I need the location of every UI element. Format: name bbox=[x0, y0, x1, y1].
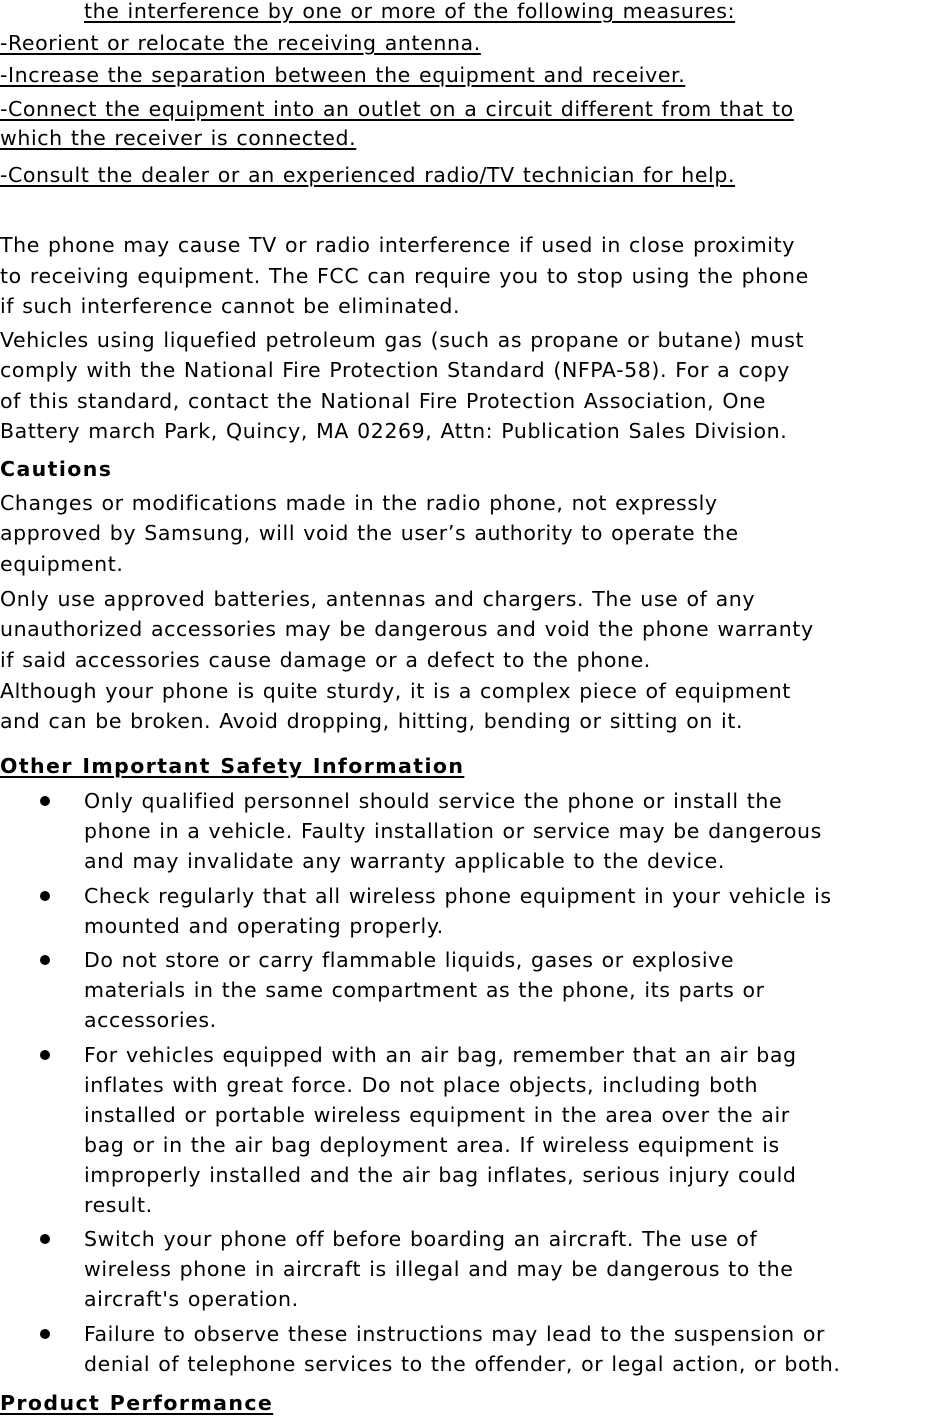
measure-item: -Increase the separation between the equipment and receiver. bbox=[0, 63, 686, 87]
paragraph-line: The phone may cause TV or radio interference if used in close proximity bbox=[0, 233, 795, 257]
paragraph-line: and can be broken. Avoid dropping, hitting, bending or sitting on it. bbox=[0, 709, 744, 733]
bullet-icon bbox=[40, 1050, 50, 1060]
bullet-line: Switch your phone off before boarding an aircraft. The use of bbox=[84, 1227, 758, 1251]
paragraph-line: Only use approved batteries, antennas and chargers. The use of any bbox=[0, 587, 756, 611]
paragraph-line: Although your phone is quite sturdy, it is a complex piece of equipment bbox=[0, 679, 791, 703]
paragraph-line: if said accessories cause damage or a defect to the phone. bbox=[0, 648, 651, 672]
paragraph-line: to receiving equipment. The FCC can require you to stop using the phone bbox=[0, 264, 809, 288]
cautions-heading: Cautions bbox=[0, 457, 113, 481]
product-performance-heading: Product Performance bbox=[0, 1391, 274, 1415]
bullet-line: materials in the same compartment as the phone, its parts or bbox=[84, 978, 765, 1002]
paragraph-line: of this standard, contact the National Fire Protection Association, One bbox=[0, 389, 766, 413]
measure-item: -Reorient or relocate the receiving antenna. bbox=[0, 31, 481, 55]
paragraph-line: Battery march Park, Quincy, MA 02269, Attn: Publication Sales Division. bbox=[0, 419, 788, 443]
paragraph-line: comply with the National Fire Protection Standard (NFPA-58). For a copy bbox=[0, 358, 790, 382]
bullet-line: denial of telephone services to the offender, or legal action, or both. bbox=[84, 1352, 841, 1376]
bullet-icon bbox=[40, 796, 50, 806]
paragraph-line: Vehicles using liquefied petroleum gas (such as propane or butane) must bbox=[0, 328, 805, 352]
bullet-line: improperly installed and the air bag inflates, serious injury could bbox=[84, 1163, 797, 1187]
bullet-icon bbox=[40, 891, 50, 901]
bullet-line: and may invalidate any warranty applicable to the device. bbox=[84, 849, 726, 873]
measure-item: which the receiver is connected. bbox=[0, 126, 357, 150]
paragraph-line: unauthorized accessories may be dangerous and void the phone warranty bbox=[0, 617, 814, 641]
paragraph-line: Changes or modifications made in the radio phone, not expressly bbox=[0, 491, 718, 515]
paragraph-line: if such interference cannot be eliminated. bbox=[0, 294, 461, 318]
bullet-line: result. bbox=[84, 1193, 153, 1217]
measure-item: -Consult the dealer or an experienced radio/TV technician for help. bbox=[0, 163, 736, 187]
safety-heading: Other Important Safety Information bbox=[0, 754, 465, 778]
bullet-line: Only qualified personnel should service the phone or install the bbox=[84, 789, 783, 813]
paragraph-line: approved by Samsung, will void the user’s authority to operate the bbox=[0, 521, 739, 545]
bullet-icon bbox=[40, 955, 50, 965]
paragraph-line: equipment. bbox=[0, 552, 124, 576]
bullet-line: Failure to observe these instructions may lead to the suspension or bbox=[84, 1322, 826, 1346]
bullet-line: inflates with great force. Do not place objects, including both bbox=[84, 1073, 759, 1097]
bullet-line: phone in a vehicle. Faulty installation or service may be dangerous bbox=[84, 819, 822, 843]
bullet-line: For vehicles equipped with an air bag, remember that an air bag bbox=[84, 1043, 797, 1067]
bullet-icon bbox=[40, 1329, 50, 1339]
bullet-icon bbox=[40, 1234, 50, 1244]
bullet-line: mounted and operating properly. bbox=[84, 914, 444, 938]
bullet-line: wireless phone in aircraft is illegal and may be dangerous to the bbox=[84, 1257, 794, 1281]
bullet-line: accessories. bbox=[84, 1008, 217, 1032]
bullet-line: aircraft's operation. bbox=[84, 1287, 299, 1311]
bullet-line: installed or portable wireless equipment in the area over the air bbox=[84, 1103, 790, 1127]
bullet-line: Do not store or carry flammable liquids, gases or explosive bbox=[84, 948, 735, 972]
measures-intro: the interference by one or more of the following measures: bbox=[84, 0, 736, 23]
bullet-line: bag or in the air bag deployment area. If wireless equipment is bbox=[84, 1133, 780, 1157]
measure-item: -Connect the equipment into an outlet on a circuit different from that to bbox=[0, 97, 794, 121]
bullet-line: Check regularly that all wireless phone equipment in your vehicle is bbox=[84, 884, 832, 908]
